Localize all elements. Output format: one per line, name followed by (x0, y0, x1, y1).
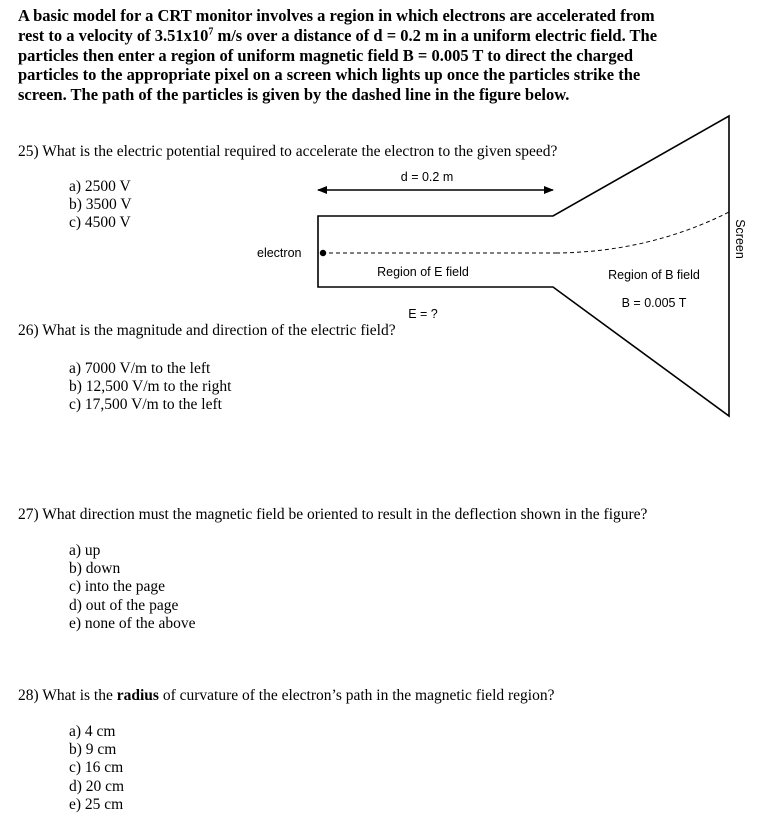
electron-path-curved (556, 212, 729, 253)
option-25a: a) 2500 V (69, 178, 131, 195)
option-28b: b) 9 cm (69, 741, 117, 759)
electron-label: electron (257, 246, 302, 260)
option-27b: b) down (69, 560, 121, 578)
option-26a: a) 7000 V/m to the left (69, 360, 211, 377)
option-28c: c) 16 cm (69, 759, 124, 777)
distance-label: d = 0.2 m (400, 170, 454, 184)
question-28-text-bold: radius (116, 687, 159, 704)
intro-text-part2: m/s over a distance of d = 0.2 m in a uniform electric field. The particles then enter a region of uniform magnetic field B = 0.005 T to direct the charged particles to the appropriate pixel on a screen which lights up once the particles strike the screen. The path of the particles is given by the dashed line in the figure below. (18, 25, 658, 105)
option-26c: c) 17,500 V/m to the left (69, 396, 222, 414)
option-28d: d) 20 cm (69, 777, 125, 795)
option-27e: e) none of the above (69, 614, 196, 632)
option-27a: a) up (69, 542, 101, 559)
option-26b: b) 12,500 V/m to the right (69, 378, 232, 396)
question-25: 25) What is the electric potential required to accelerate the electron to the given speed? (18, 143, 558, 160)
option-27c: c) into the page (69, 578, 165, 596)
option-25b: b) 3500 V (69, 196, 132, 214)
intro-text-part1: A basic model for a CRT monitor involves a region in which electrons are accelerated from rest to a velocity of 3.51x10 (18, 6, 655, 45)
e-region-label: Region of E field (377, 265, 469, 279)
option-28e: e) 25 cm (69, 795, 124, 813)
screen-label: Screen (733, 219, 747, 259)
question-27: 27) What direction must the magnetic field be oriented to result in the deflection shown in the figure? (18, 506, 648, 523)
b-value-label: B = 0.005 T (621, 296, 687, 310)
option-28a: a) 4 cm (69, 723, 116, 740)
question-28-text-before: 28) What is the (18, 687, 117, 704)
question-28-text-after: of curvature of the electron’s path in the magnetic field region? (158, 687, 555, 704)
e-value-label: E = ? (408, 307, 438, 321)
option-27d: d) out of the page (69, 596, 179, 614)
b-region-label: Region of B field (608, 268, 700, 282)
question-26: 26) What is the magnitude and direction of the electric field? (18, 322, 396, 339)
option-25c: c) 4500 V (69, 214, 131, 232)
intro-exponent: 7 (208, 26, 214, 38)
electron-dot (320, 250, 326, 256)
